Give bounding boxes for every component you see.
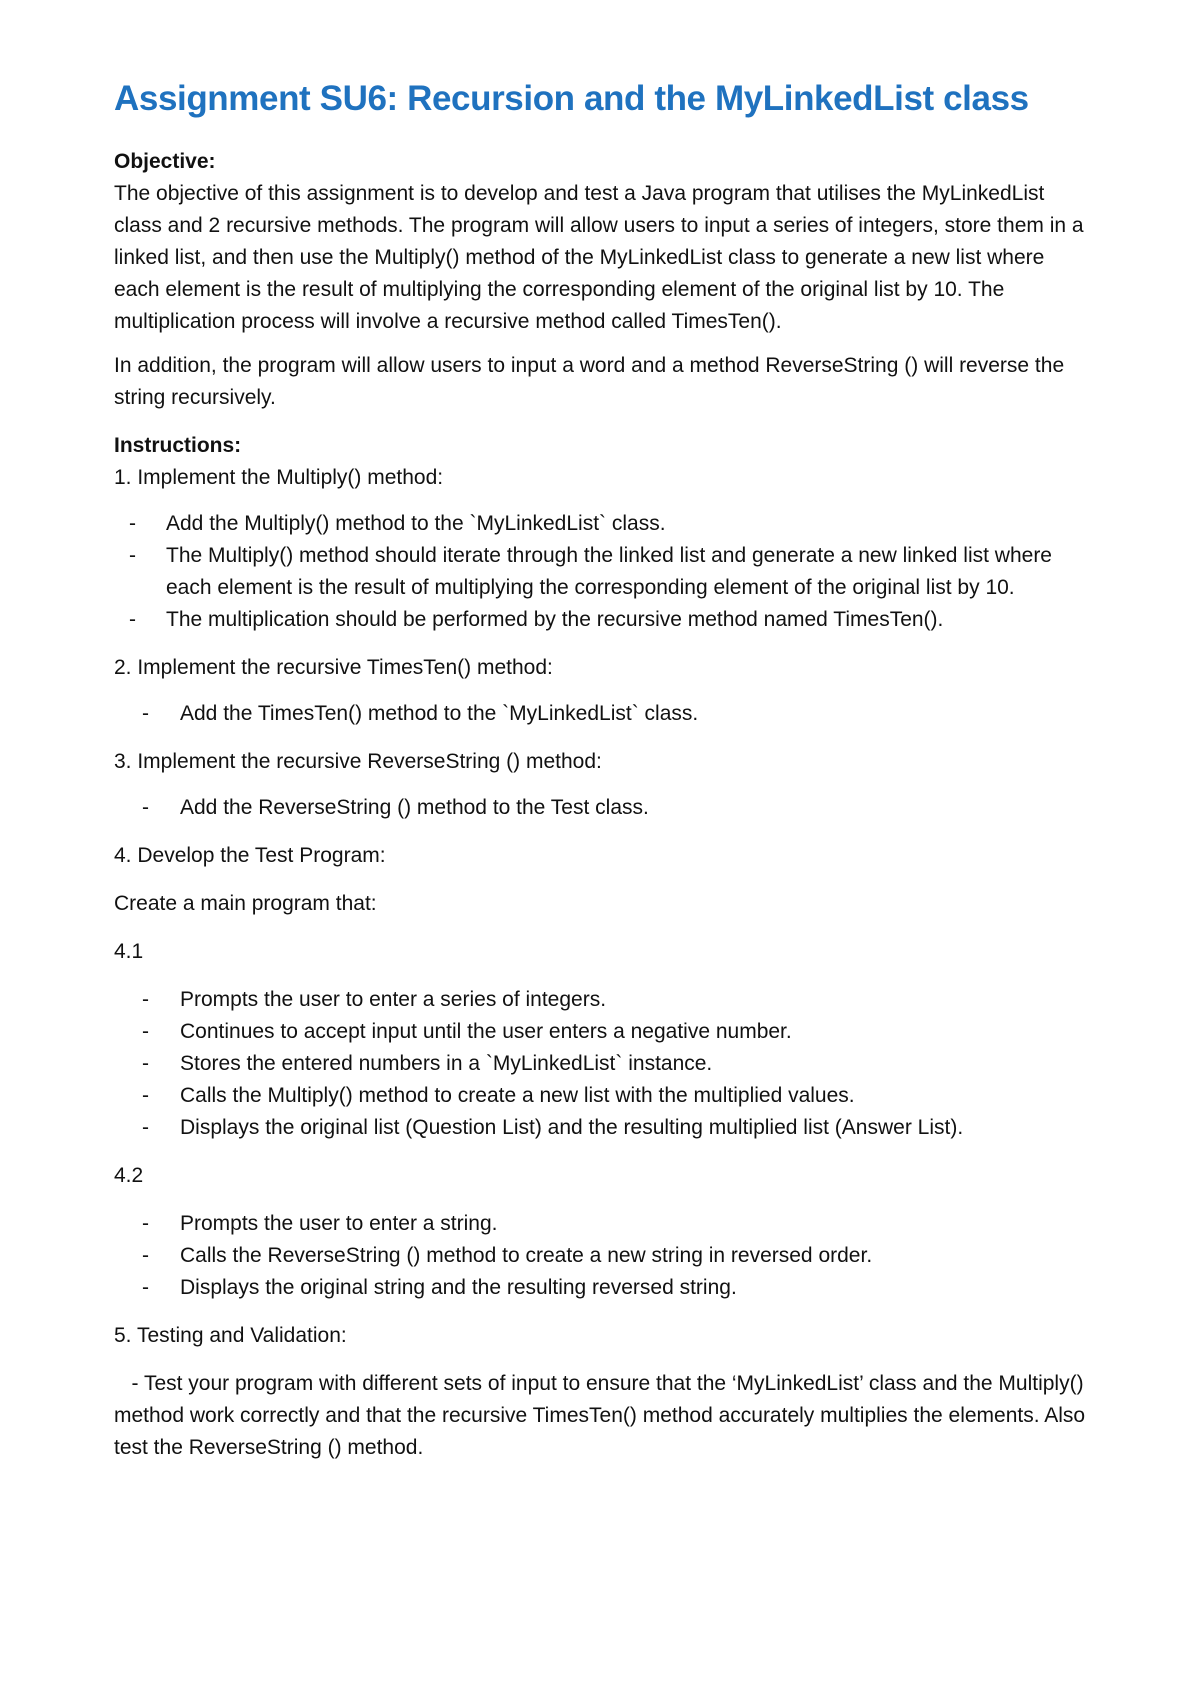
- list-item: - Add the Multiply() method to the `MyLinkedList` class.: [114, 508, 1094, 540]
- document-content: [114, 74, 1094, 1464]
- step-4-1-label: 4.1: [114, 940, 144, 963]
- list-item: - Calls the Multiply() method to create a new list with the multiplied values.: [114, 1080, 1094, 1112]
- list-item: - Prompts the user to enter a series of integers.: [114, 984, 1094, 1016]
- list-item: - Continues to accept input until the user enters a negative number.: [114, 1016, 1094, 1048]
- list-item: - Prompts the user to enter a string.: [114, 1208, 1094, 1240]
- step-4-intro: Create a main program that:: [114, 892, 377, 915]
- list-item: - Displays the original string and the resulting reversed string.: [114, 1272, 1094, 1304]
- step-5-text: - Test your program with different sets of input to ensure that the ‘MyLinkedList’ class and the Multiply() method work correctly and that the recursive TimesTen() method accurately multiplies the elements. Also test the ReverseString () method.: [114, 1372, 1091, 1459]
- step-3-list: [114, 792, 1094, 824]
- instructions-heading: Instructions:: [114, 434, 242, 457]
- objective-paragraph-2: In addition, the program will allow users to input a word and a method ReverseString () will reverse the string recursively.: [114, 354, 1065, 409]
- list-item: - Add the TimesTen() method to the `MyLinkedList` class.: [114, 698, 1094, 730]
- list-item: - Stores the entered numbers in a `MyLinkedList` instance.: [114, 1048, 1094, 1080]
- list-item: - Calls the ReverseString () method to create a new string in reversed order.: [114, 1240, 1094, 1272]
- step-1-list: [114, 508, 1094, 636]
- page-title: Assignment SU6: Recursion and the MyLinkedList class: [114, 79, 1029, 118]
- step-5-label: 5. Testing and Validation:: [114, 1324, 347, 1347]
- step-3-label: 3. Implement the recursive ReverseString () method:: [114, 750, 602, 773]
- objective-paragraph-1: The objective of this assignment is to develop and test a Java program that utilises the MyLinkedList class and 2 recursive methods. The program will allow users to input a series of integers, store them in a linked list, and then use the Multiply() method of the MyLinkedList class to generate a new list where each element is the result of multiplying the corresponding element of the original list by 10. The multiplication process will involve a recursive method called TimesTen().: [114, 182, 1084, 333]
- list-item: - The multiplication should be performed by the recursive method named TimesTen().: [114, 604, 1094, 636]
- step-2-label: 2. Implement the recursive TimesTen() method:: [114, 656, 553, 679]
- list-item: - The Multiply() method should iterate through the linked list and generate a new linked list where each element is the result of multiplying the corresponding element of the original list by 10.: [114, 540, 1094, 604]
- list-item: - Displays the original list (Question List) and the resulting multiplied list (Answer List).: [114, 1112, 1094, 1144]
- step-4-2-list: [114, 1208, 1094, 1304]
- step-4-2-label: 4.2: [114, 1164, 144, 1187]
- step-1-label: 1. Implement the Multiply() method:: [114, 466, 444, 489]
- step-4-1-list: [114, 984, 1094, 1144]
- objective-heading: Objective:: [114, 150, 216, 173]
- step-2-list: [114, 698, 1094, 730]
- step-4-label: 4. Develop the Test Program:: [114, 844, 386, 867]
- list-item: - Add the ReverseString () method to the Test class.: [114, 792, 1094, 824]
